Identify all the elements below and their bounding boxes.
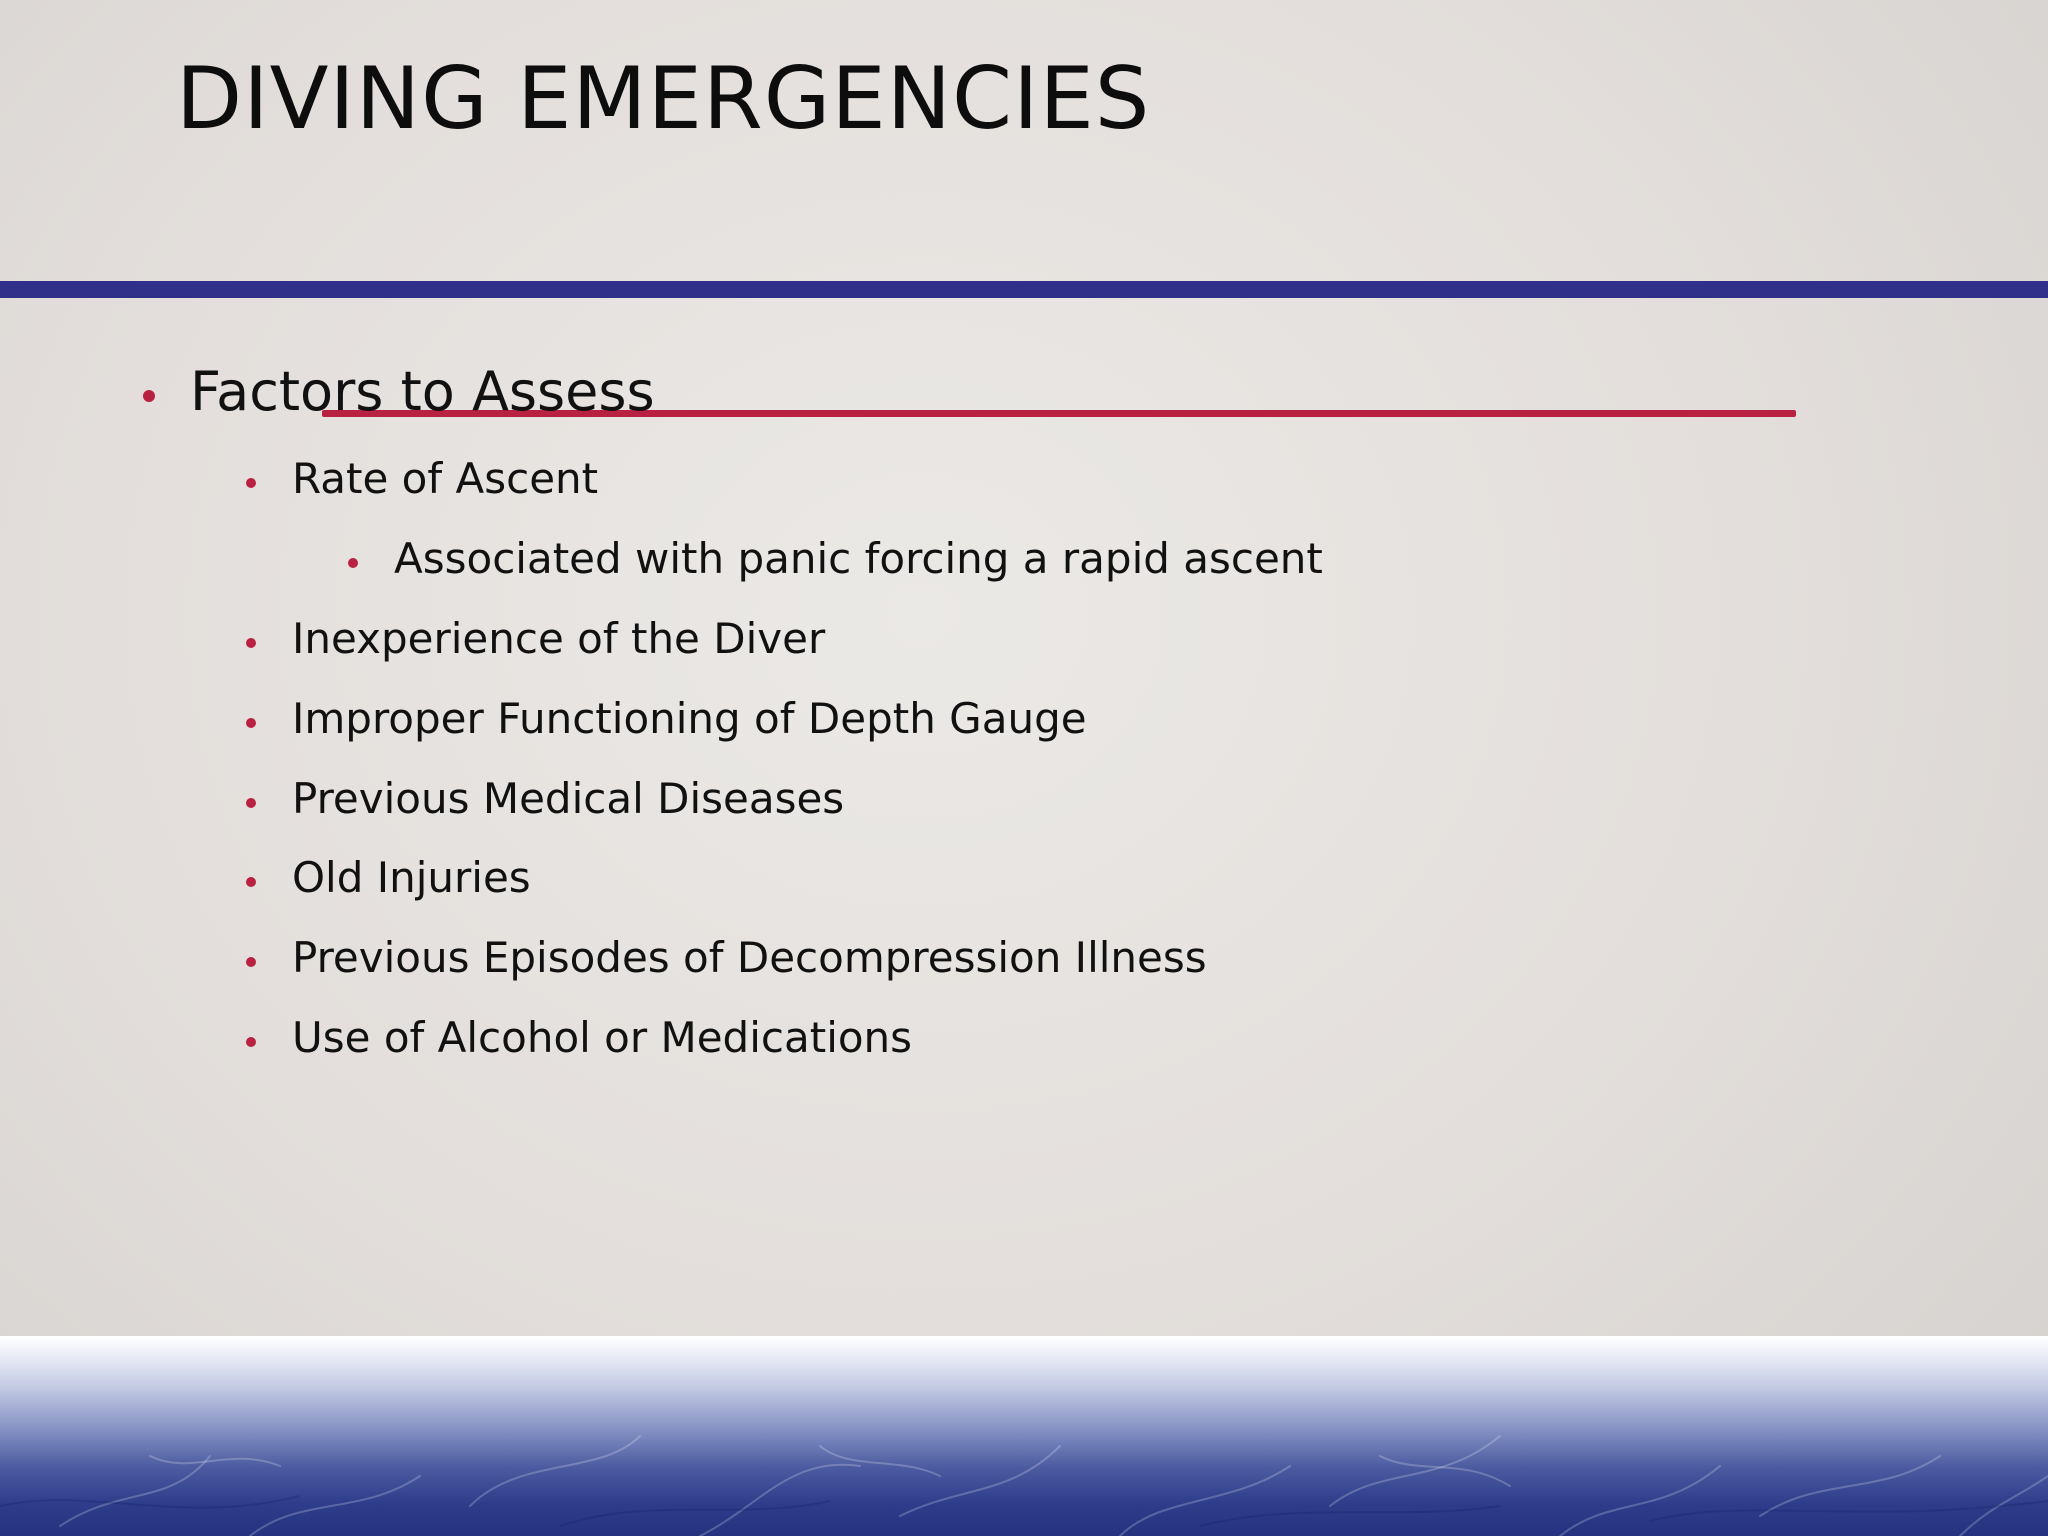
bullet-text: Previous Episodes of Decompression Illness xyxy=(292,933,1207,982)
bullet-item xyxy=(292,933,1207,983)
bullet-dot-icon xyxy=(246,718,256,728)
slide-title: DIVING EMERGENCIES xyxy=(176,49,1151,149)
bullet-text: Use of Alcohol or Medications xyxy=(292,1013,913,1062)
bullet-item xyxy=(292,774,844,824)
bullet-dot-icon xyxy=(348,558,358,568)
footer-band xyxy=(0,1336,2048,1536)
bullet-text: Inexperience of the Diver xyxy=(292,614,826,663)
sub-bullet-item xyxy=(394,534,1323,584)
bullet-item xyxy=(292,614,825,664)
bullet-dot-icon xyxy=(246,957,256,967)
bullet-heading xyxy=(190,360,655,425)
bullet-text: Rate of Ascent xyxy=(292,454,599,503)
bullet-item xyxy=(292,853,531,903)
bullet-item xyxy=(292,1013,912,1063)
bullet-text: Improper Functioning of Depth Gauge xyxy=(292,694,1087,743)
bullet-dot-icon xyxy=(246,798,256,808)
bullet-text: Factors to Assess xyxy=(190,360,655,423)
bullet-text: Old Injuries xyxy=(292,853,531,902)
bullet-dot-icon xyxy=(246,478,256,488)
bullet-dot-icon xyxy=(246,638,256,648)
bullet-text: Associated with panic forcing a rapid ascent xyxy=(394,534,1323,583)
bullet-dot-icon xyxy=(143,390,155,402)
bullet-dot-icon xyxy=(246,877,256,887)
bullet-item xyxy=(292,694,1087,744)
bullet-item xyxy=(292,454,598,504)
bullet-dot-icon xyxy=(246,1037,256,1047)
title-divider xyxy=(0,281,2048,298)
bullet-text: Previous Medical Diseases xyxy=(292,774,845,823)
footer-texture xyxy=(0,1336,2048,1536)
